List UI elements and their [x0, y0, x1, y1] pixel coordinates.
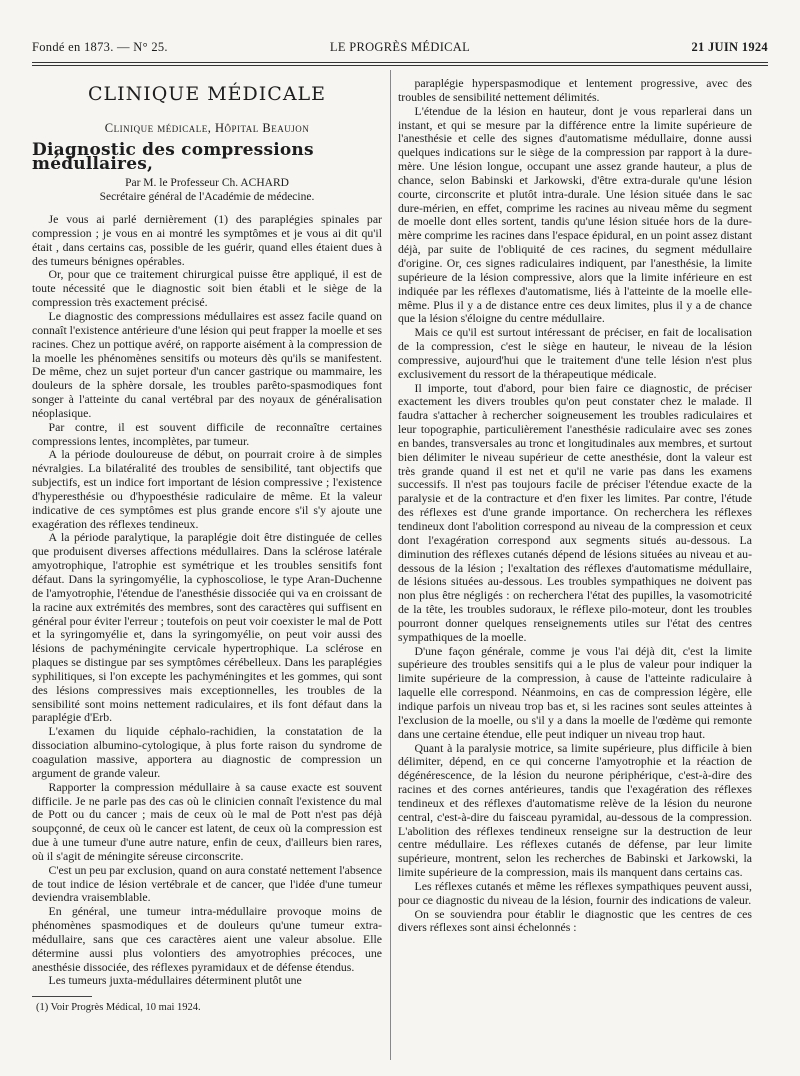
paragraph: A la période paralytique, la paraplégie doit être distinguée de celles que produisent diverses affections médullaires. Dans la sclérose latérale amyotrophique, l'atrophie est symétrique et les troubles sensitifs font défaut. Dans la syringomyélie, la cyphoscoliose, le type Aran-Duchenne de l'amyotrophie, l'étendue de l'anesthésie dissociée qui va en croissant de la racine aux extrémités des membres, sont des caractères qui suffisent en général pour éviter l'erreur ; toutefois on peut voir coexister le mal de Pott et la syringomyélie et, dans la syringomyélie, on peut voir aussi des lésions de pachyméningite cervicale hypertrophique. La sclérose en plaques se distingue par ses symptômes cérébelleux. Dans les paraplégies syphilitiques, si l'on excepte les pachyméningites et les gommes, qui sont des lésions compressives mais exceptionnelles, les troubles de la sensibilité sont moins nettement radiculaires, et ils font défaut dans la paraplégie d'Erb. [32, 530, 382, 725]
paragraph: On se souviendra pour établir le diagnostic que les centres de ces divers réflexes sont ainsi échelonnés : [398, 906, 752, 935]
paragraph: Je vous ai parlé dernièrement (1) des paraplégies spinales par compression ; je vous en ai montré les symptômes et je vous ai dit qu'il était , dans certains cas, possible de les guérir, quand elles étaient dues à des tumeurs bénignes opérables. [32, 212, 382, 268]
author-role: Secrétaire général de l'Académie de médecine. [99, 191, 315, 204]
page-header [32, 40, 768, 60]
header-rule-second [32, 65, 768, 66]
founded-line: Fondé en 1873. — N° 25. [32, 40, 168, 54]
left-column [32, 72, 382, 1015]
column-divider [390, 70, 391, 1060]
paragraph: paraplégie hyperspasmodique et lentement progressive, avec des troubles de sensibilité nettement délimités. [398, 76, 752, 104]
right-column [398, 77, 752, 935]
article-title: Diagnostic des compressions médullaires, [32, 139, 314, 174]
paragraph: Les réflexes cutanés et même les réflexes sympathiques peuvent aussi, pour ce diagnostic du niveau de la lésion, fournir des indications de valeur. [398, 878, 752, 907]
paragraph: Les tumeurs juxta-médullaires déterminent plutôt une [48, 973, 302, 988]
journal-name: LE PROGRÈS MÉDICAL [329, 40, 471, 54]
paragraph: Quant à la paralysie motrice, sa limite supérieure, plus difficile à bien délimiter, dépend, en ce qui concerne l'amyotrophie et la réaction de dégénérescence, de la lésion du neurone périphérique, c'est-à-dire des racines et des cornes antérieures, tandis que l'exagération des réflexes tendineux et des réflexes d'automatisme relève de la lésion du neurone central, c'est-à-dire du faisceau pyramidal, au-dessous de la compression. L'abolition des réflexes tendineux renseigne sur la destruction de leur centre médullaire. Les réflexes cutanés de défense, par leur limite supérieure, montrent, selon les recherches de Babinski et Jarkowski, la limite supérieure de la compression, mais ils manquent dans certains cas. [398, 740, 752, 880]
paragraph: Par contre, il est souvent difficile de reconnaître certaines compressions lentes, incomplètes, par tumeur. [32, 419, 382, 448]
left-body [32, 213, 382, 988]
paragraph: L'étendue de la lésion en hauteur, dont je vous reparlerai dans un instant, et qui se mesure par la différence entre la limite supérieure de l'anesthésie et celle des signes d'automatisme médullaire, donne aussi quelques indications sur le siège de la compression par rapport à la dure-mère. Une lésion longue, occupant une assez grande hauteur, a plus de chance, selon Babinski et Jarkowski, d'être extra-durale qu'une lésion courte, circonscrite et plutôt intra-durale. Une lésion située dans le sac dure-mérien, en effet, comprime les racines au niveau même du segment de moelle dont elles sortent, tandis qu'une lésion située hors de la dure-mère comprime les racines dans l'espace épidural, en un point assez distant déjà, par suite de l'obliquité de ces racines, du segment médullaire d'origine. Or, ces signes radiculaires indiquent, par l'anesthésie, la limite supérieure de la lésion compressive, alors que la limite inférieure en est indiquée par les réflexes d'automatisme, liés à l'atteinte de la moelle elle-même. Plus il y a de distance entre ces deux limites, plus il y a de chance que la lésion s'éloigne du centre médullaire. [398, 103, 752, 326]
footnote-rule [32, 996, 92, 997]
footnote: (1) Voir Progrès Médical, 10 mai 1924. [36, 1002, 201, 1014]
paragraph: Mais ce qu'il est surtout intéressant de préciser, en fait de localisation de la compression, c'est le siège en hauteur, le niveau de la lésion compressive, aujourd'hui que le traitement d'une telle lésion n'est plus exclusivement du ressort de la thérapeutique médicale. [398, 325, 752, 381]
author-line: Par M. le Professeur Ch. ACHARD [125, 177, 289, 190]
paragraph: Rapporter la compression médullaire à sa cause exacte est souvent difficile. Je ne parle pas des cas où le clinicien connaît l'existence du mal de Pott ou du cancer ; mais de ceux où le mal de Pott n'est pas déjà soupçonné, de ceux où le cancer est latent, de ceux où la compression est due à une tumeur d'une autre nature, enfin de ceux, d'ailleurs bien rares, où il s'agit de méningite séreuse circonscrite. [32, 779, 382, 863]
issue-date: 21 JUIN 1924 [691, 40, 768, 54]
paragraph: L'examen du liquide céphalo-rachidien, la constatation de la dissociation albumino-cytologique, à plus forte raison du syndrome de coagulation massive, apportera au diagnostic de compression un argument de grande valeur. [32, 724, 382, 780]
paragraph: En général, une tumeur intra-médullaire provoque moins de phénomènes spasmodiques et de douleurs qu'une tumeur extra-médullaire, sans que ces caractères aient une valeur absolue. Elle détermine aussi plus volontiers des amyotrophies précoces, une anesthésie dissociée, des réflexes pyramidaux et de défense étendus. [32, 904, 382, 974]
paragraph: D'une façon générale, comme je vous l'ai déjà dit, c'est la limite supérieure des troubles sensitifs qui a le plus de valeur pour indiquer la limite supérieure de la compression, à cause de l'atteinte radiculaire à laquelle elle correspond. Néanmoins, en cas de compression légère, elle indique parfois un niveau trop bas et, si les racines sont seules atteintes à l'exclusion de la moelle, ou s'il y a dans la moelle de l'œdème qui remonte dans une certaine étendue, elle peut indiquer un niveau trop haut. [398, 643, 752, 741]
paragraph: Il importe, tout d'abord, pour bien faire ce diagnostic, de préciser exactement les divers troubles qu'on peut constater chez le malade. Il faudra s'attacher à rechercher soigneusement les troubles radiculaires et leur topographie, particulièrement l'anesthésie radiculaire avec ses zones en bandes, transversales au tronc et longitudinales aux membres, et surtout bien délimiter le niveau supérieur de cette anesthésie, dont la valeur est très grande quand il est net et qu'il ne varie pas dans les examens successifs. Il n'est pas toujours facile de préciser l'étendue exacte de la paralysie et de la contracture et d'en fixer les limites. Par contre, l'étude des réflexes est d'une grande importance. On recherchera les réflexes tendineux dont l'abolition correspond au niveau de la compression et ceux dont l'exagération correspond aux segments situés au-dessous. La diminution des réflexes cutanés dépend de lésions situées au niveau et au-dessous de la lésion ; l'exaltation des réflexes d'automatisme médullaire, de lésions situées au-dessous. Les troubles sympathiques ne doivent pas non plus être négligés : on recherchera l'état des pupilles, la vasomotricité de la tête, les troubles sudoraux, le réflexe pilo-moteur, dont les troubles pourront donner quelques renseignements utiles sur l'état des centres sympathiques de la moelle. [398, 380, 752, 644]
paragraph: Or, pour que ce traitement chirurgical puisse être appliqué, il est de toute nécessité que le diagnostic soit bien établi et le siège de la compression très exactement précisé. [32, 267, 382, 310]
right-body [398, 77, 752, 935]
header-rule [32, 62, 768, 63]
paragraph: C'est un peu par exclusion, quand on aura constaté nettement l'absence de tout indice de lésion vertébrale et de cancer, que l'idée d'une tumeur deviendra vraisemblable. [32, 862, 382, 905]
section-title: CLINIQUE MÉDICALE [87, 83, 327, 105]
article-subtitle: Clinique médicale, Hôpital Beaujon [104, 120, 310, 135]
paragraph: Le diagnostic des compressions médullaires est assez facile quand on connaît l'existence antérieure d'une lésion qui peut frapper la moelle et ses racines. Chez un pottique avéré, on rapporte aisément à la compression de la moelle les phénomènes sensitifs ou moteurs dès qu'ils se manifestent. De même, chez un sujet porteur d'un cancer gastrique ou mammaire, les douleurs de la sphère dorsale, les troubles parêto-spasmodiques font songer à l'atteinte du canal vertébral par des noyaux de généralisation néoplasique. [32, 308, 382, 420]
paragraph: A la période douloureuse de début, on pourrait croire à de simples névralgies. La bilatéralité des troubles de sensibilité, tant objectifs que subjectifs, est un indice fort important de lésion compressive ; l'existence d'hyperesthésie ou d'hypoesthésie radiculaire de même. Et la valeur indicative de ces symptômes est plus grande encore s'il s'y ajoute une exagération des réflexes tendineux. [32, 447, 382, 531]
